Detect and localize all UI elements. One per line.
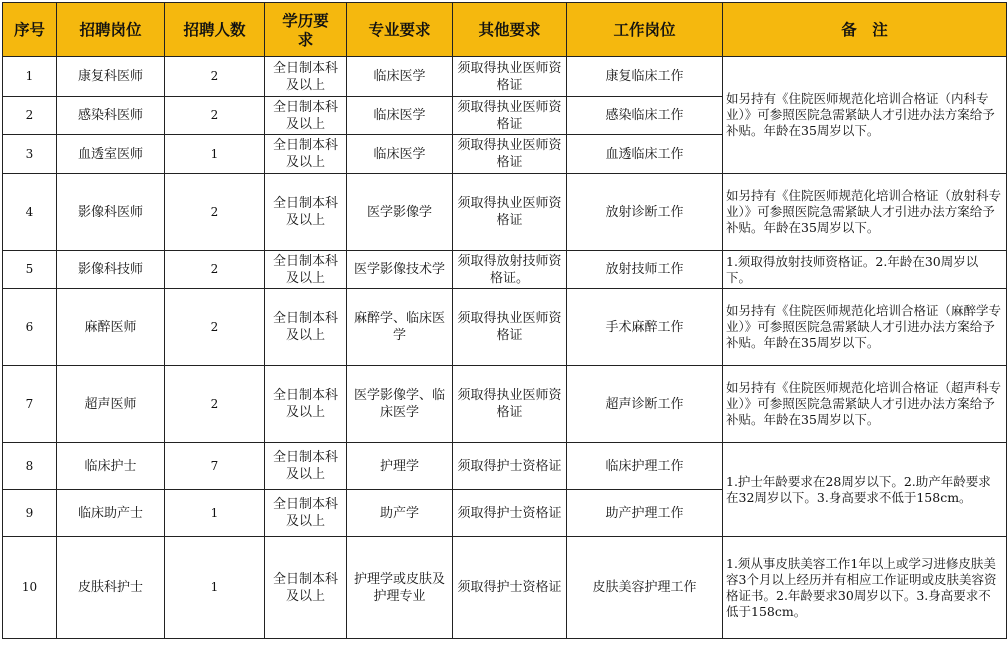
- header-no: 序号: [3, 3, 57, 57]
- cell-education: 全日制本科及以上: [265, 289, 347, 366]
- cell-work: 放射诊断工作: [567, 174, 723, 251]
- cell-other: 须取得护士资格证: [453, 490, 567, 537]
- cell-no: 7: [3, 366, 57, 443]
- cell-major: 医学影像学: [347, 174, 453, 251]
- table-row: [3, 251, 1007, 289]
- cell-work: 康复临床工作: [567, 57, 723, 97]
- cell-no: 10: [3, 537, 57, 639]
- table-row: [3, 289, 1007, 366]
- cell-position: 超声医师: [57, 366, 165, 443]
- cell-other: 须取得执业医师资格证: [453, 174, 567, 251]
- header-other: 其他要求: [453, 3, 567, 57]
- cell-education: 全日制本科及以上: [265, 135, 347, 174]
- table-row: [3, 57, 1007, 97]
- cell-major: 医学影像学、临床医学: [347, 366, 453, 443]
- cell-count: 7: [165, 443, 265, 490]
- cell-major: 医学影像技术学: [347, 251, 453, 289]
- cell-position: 感染科医师: [57, 97, 165, 135]
- cell-count: 1: [165, 135, 265, 174]
- header-work: 工作岗位: [567, 3, 723, 57]
- cell-count: 2: [165, 174, 265, 251]
- cell-count: 2: [165, 366, 265, 443]
- cell-major: 护理学或皮肤及护理专业: [347, 537, 453, 639]
- cell-major: 临床医学: [347, 97, 453, 135]
- cell-work: 血透临床工作: [567, 135, 723, 174]
- header-major: 专业要求: [347, 3, 453, 57]
- cell-no: 1: [3, 57, 57, 97]
- cell-position: 康复科医师: [57, 57, 165, 97]
- cell-education: 全日制本科及以上: [265, 490, 347, 537]
- table-row: [3, 366, 1007, 443]
- cell-work: 放射技师工作: [567, 251, 723, 289]
- cell-note-ultrasound: 如另持有《住院医师规范化培训合格证（超声科专业）》可参照医院急需紧缺人才引进办法方案给予补贴。年龄在35周岁以下。: [723, 366, 1007, 443]
- table-row: [3, 443, 1007, 490]
- cell-position: 皮肤科护士: [57, 537, 165, 639]
- cell-count: 1: [165, 537, 265, 639]
- cell-note-radiology: 如另持有《住院医师规范化培训合格证（放射科专业）》可参照医院急需紧缺人才引进办法方案给予补贴。年龄在35周岁以下。: [723, 174, 1007, 251]
- header-count: 招聘人数: [165, 3, 265, 57]
- cell-work: 手术麻醉工作: [567, 289, 723, 366]
- table-row: [3, 174, 1007, 251]
- cell-other: 须取得执业医师资格证: [453, 366, 567, 443]
- cell-position: 影像科医师: [57, 174, 165, 251]
- cell-note-nursing: 1.护士年龄要求在28周岁以下。2.助产年龄要求在32周岁以下。3.身高要求不低于158cm。: [723, 443, 1007, 537]
- cell-note-anesthesia: 如另持有《住院医师规范化培训合格证（麻醉学专业）》可参照医院急需紧缺人才引进办法方案给予补贴。年龄在35周岁以下。: [723, 289, 1007, 366]
- cell-position: 血透室医师: [57, 135, 165, 174]
- cell-work: 超声诊断工作: [567, 366, 723, 443]
- cell-other: 须取得执业医师资格证: [453, 57, 567, 97]
- cell-education: 全日制本科及以上: [265, 251, 347, 289]
- cell-other: 须取得护士资格证: [453, 443, 567, 490]
- header-education: 学历要求: [265, 3, 347, 57]
- cell-education: 全日制本科及以上: [265, 443, 347, 490]
- cell-education: 全日制本科及以上: [265, 97, 347, 135]
- cell-major: 临床医学: [347, 57, 453, 97]
- cell-other: 须取得护士资格证: [453, 537, 567, 639]
- cell-work: 皮肤美容护理工作: [567, 537, 723, 639]
- cell-education: 全日制本科及以上: [265, 57, 347, 97]
- cell-work: 助产护理工作: [567, 490, 723, 537]
- cell-no: 3: [3, 135, 57, 174]
- cell-other: 须取得执业医师资格证: [453, 289, 567, 366]
- cell-major: 护理学: [347, 443, 453, 490]
- cell-note-technician: 1.须取得放射技师资格证。2.年龄在30周岁以下。: [723, 251, 1007, 289]
- table-row: [3, 537, 1007, 639]
- cell-count: 2: [165, 289, 265, 366]
- cell-major: 临床医学: [347, 135, 453, 174]
- cell-position: 临床护士: [57, 443, 165, 490]
- cell-other: 须取得执业医师资格证: [453, 135, 567, 174]
- cell-no: 9: [3, 490, 57, 537]
- cell-education: 全日制本科及以上: [265, 537, 347, 639]
- recruitment-table: [2, 2, 1007, 639]
- cell-work: 感染临床工作: [567, 97, 723, 135]
- cell-position: 麻醉医师: [57, 289, 165, 366]
- cell-no: 5: [3, 251, 57, 289]
- cell-work: 临床护理工作: [567, 443, 723, 490]
- cell-education: 全日制本科及以上: [265, 366, 347, 443]
- cell-position: 临床助产士: [57, 490, 165, 537]
- header-notes: 备 注: [723, 3, 1007, 57]
- cell-note-internal: 如另持有《住院医师规范化培训合格证（内科专业）》可参照医院急需紧缺人才引进办法方案给予补贴。年龄在35周岁以下。: [723, 57, 1007, 174]
- header-position: 招聘岗位: [57, 3, 165, 57]
- cell-major: 助产学: [347, 490, 453, 537]
- cell-note-dermatology: 1.须从事皮肤美容工作1年以上或学习进修皮肤美容3个月以上经历并有相应工作证明或皮肤美容资格证书。2.年龄要求30周岁以下。3.身高要求不低于158cm。: [723, 537, 1007, 639]
- cell-no: 8: [3, 443, 57, 490]
- cell-other: 须取得放射技师资格证。: [453, 251, 567, 289]
- cell-count: 2: [165, 97, 265, 135]
- cell-no: 2: [3, 97, 57, 135]
- cell-no: 4: [3, 174, 57, 251]
- cell-other: 须取得执业医师资格证: [453, 97, 567, 135]
- cell-major: 麻醉学、临床医学: [347, 289, 453, 366]
- cell-position: 影像科技师: [57, 251, 165, 289]
- cell-count: 2: [165, 57, 265, 97]
- cell-count: 2: [165, 251, 265, 289]
- cell-no: 6: [3, 289, 57, 366]
- header-row: [3, 3, 1007, 57]
- cell-count: 1: [165, 490, 265, 537]
- cell-education: 全日制本科及以上: [265, 174, 347, 251]
